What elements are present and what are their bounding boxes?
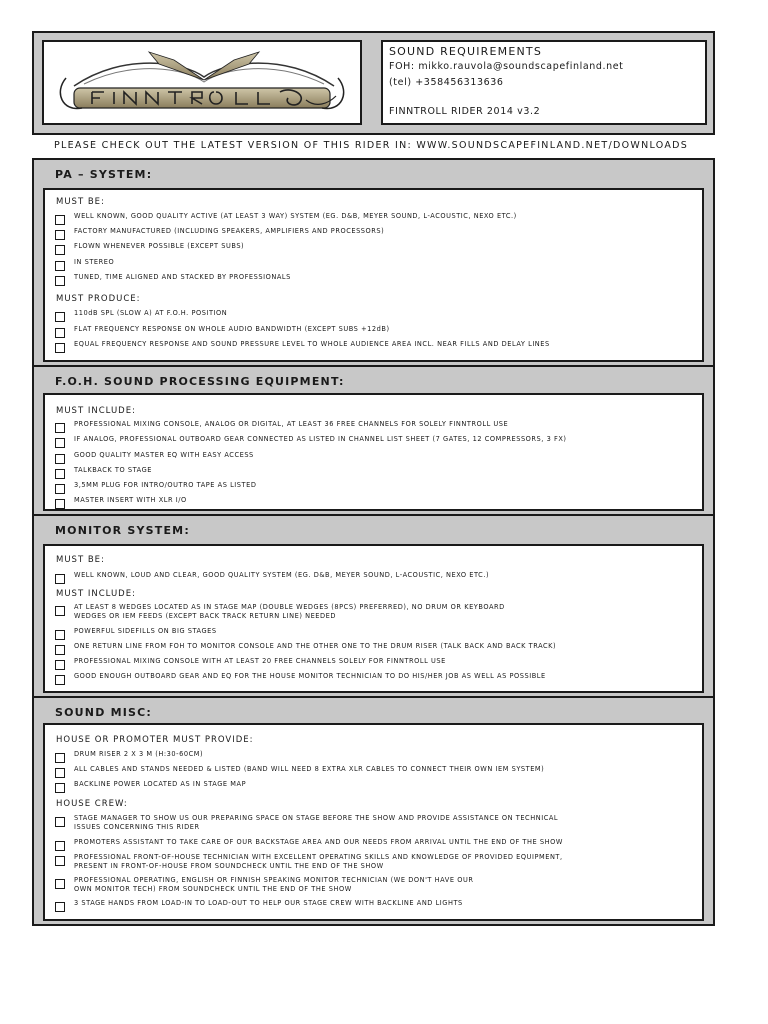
checkbox[interactable] [55,630,65,640]
checklist-item[interactable] [55,571,694,585]
checklist-item[interactable] [55,309,694,323]
checklist-item[interactable] [55,838,694,852]
checkbox[interactable] [55,606,65,616]
checkbox[interactable] [55,879,65,889]
item-text: 3,5MM PLUG FOR INTRO/OUTRO TAPE AS LISTED [74,481,257,489]
checklist-item[interactable] [55,258,694,272]
logo-box [42,40,362,125]
item-text: TALKBACK TO STAGE [74,466,153,474]
item-text: PROMOTERS ASSISTANT TO TAKE CARE OF OUR BACKSTAGE AREA AND OUR NEEDS FROM ARRIVAL UNTIL THE END OF THE SHOW [74,838,563,846]
item-text-line2: ISSUES CONCERNING THIS RIDER [74,823,200,831]
checkbox[interactable] [55,438,65,448]
latest-version-notice[interactable]: PLEASE CHECK OUT THE LATEST VERSION OF THIS RIDER IN: WWW.SOUNDSCAPEFINLAND.NET/DOWNLOADS [54,140,689,151]
checkbox[interactable] [55,484,65,494]
checkbox[interactable] [55,660,65,670]
checkbox[interactable] [55,856,65,866]
checkbox[interactable] [55,753,65,763]
foh-contact [389,59,699,75]
checkbox[interactable] [55,261,65,271]
checklist-item[interactable] [55,212,694,226]
item-text-line1: PROFESSIONAL OPERATING, ENGLISH OR FINNISH SPEAKING MONITOR TECHNICIAN (WE DON'T HAVE OUR [74,876,474,884]
finntroll-band-logo [44,42,360,123]
rider-info-box [381,40,707,125]
item-text: 3 STAGE HANDS FROM LOAD-IN TO LOAD-OUT TO HELP OUR STAGE CREW WITH BACKLINE AND LIGHTS [74,899,463,907]
item-text [74,603,505,621]
checkbox[interactable] [55,343,65,353]
checklist-item[interactable] [55,435,694,449]
document-title: SOUND REQUIREMENTS [389,45,542,58]
checklist-item[interactable] [55,765,694,779]
foh-email[interactable]: mikko.rauvola@soundscapefinland.net [418,61,624,72]
checkbox[interactable] [55,328,65,338]
checklist-item[interactable] [55,420,694,434]
pa-system-section [32,158,715,367]
section-title: SOUND MISC: [55,706,153,719]
item-text: GOOD QUALITY MASTER EQ WITH EASY ACCESS [74,451,254,459]
section-title: MONITOR SYSTEM: [55,524,190,537]
item-text [74,853,563,871]
checklist-item[interactable] [55,899,694,913]
checklist-item[interactable] [55,672,694,686]
foh-processing-panel [43,393,704,511]
item-text: POWERFUL SIDEFILLS ON BIG STAGES [74,627,217,635]
checkbox[interactable] [55,645,65,655]
checklist-item[interactable] [55,481,694,495]
must-be-label: MUST BE: [56,197,105,207]
section-title: F.O.H. SOUND PROCESSING EQUIPMENT: [55,375,345,388]
checklist-item[interactable] [55,627,694,641]
checkbox[interactable] [55,783,65,793]
checkbox[interactable] [55,574,65,584]
checklist-item[interactable] [55,242,694,256]
must-include-label: MUST INCLUDE: [56,589,136,599]
checkbox[interactable] [55,454,65,464]
item-text: GOOD ENOUGH OUTBOARD GEAR AND EQ FOR THE HOUSE MONITOR TECHNICIAN TO DO HIS/HER JOB AS WELL AS POSSIBLE [74,672,546,680]
item-text: ALL CABLES AND STANDS NEEDED & LISTED (BAND WILL NEED 8 EXTRA XLR CABLES TO CONNECT THEIR OWN IEM SYSTEM) [74,765,545,773]
checklist-item[interactable] [55,227,694,241]
rider-version: FINNTROLL RIDER 2014 v3.2 [389,106,541,117]
house-crew-label: HOUSE CREW: [56,799,128,809]
foh-label: FOH: [389,61,415,72]
item-text-line2: WEDGES OR IEM FEEDS (EXCEPT BACK TRACK RETURN LINE) NEEDED [74,612,336,620]
checkbox[interactable] [55,276,65,286]
section-title: PA – SYSTEM: [55,168,153,181]
item-text: MASTER INSERT WITH XLR I/O [74,496,187,504]
sound-misc-panel [43,723,704,921]
item-text [74,876,473,894]
item-text-line2: PRESENT IN FRONT-OF-HOUSE FROM SOUNDCHECK UNTIL THE END OF THE SHOW [74,862,384,870]
pa-system-panel [43,188,704,362]
item-text: DRUM RISER 2 X 3 M (H:30-60CM) [74,750,204,758]
item-text: TUNED, TIME ALIGNED AND STACKED BY PROFESSIONALS [74,273,291,281]
item-text-line1: AT LEAST 8 WEDGES LOCATED AS IN STAGE MAP (DOUBLE WEDGES (8PCS) PREFERRED), NO DRUM OR KEYBOARD [74,603,505,611]
checklist-item[interactable] [55,325,694,339]
item-text-line2: OWN MONITOR TECH) FROM SOUNDCHECK UNTIL THE END OF THE SHOW [74,885,352,893]
item-text: BACKLINE POWER LOCATED AS IN STAGE MAP [74,780,247,788]
tel-contact [389,75,699,91]
checklist-item[interactable] [55,603,694,623]
checkbox[interactable] [55,312,65,322]
checkbox[interactable] [55,423,65,433]
checklist-item[interactable] [55,451,694,465]
item-text: FLAT FREQUENCY RESPONSE ON WHOLE AUDIO BANDWIDTH (EXCEPT SUBS +12dB) [74,325,390,333]
must-be-label: MUST BE: [56,555,105,565]
item-text: WELL KNOWN, LOUD AND CLEAR, GOOD QUALITY SYSTEM (EG. D&B, MEYER SOUND, L-ACOUSTIC, NEXO ETC.) [74,571,490,579]
foh-processing-section [32,365,715,516]
item-text: WELL KNOWN, GOOD QUALITY ACTIVE (AT LEAST 3 WAY) SYSTEM (EG. D&B, MEYER SOUND, L-ACOUSTIC, NEXO ETC.) [74,212,517,220]
item-text: 110dB SPL (SLOW A) AT F.O.H. POSITION [74,309,228,317]
item-text: FLOWN WHENEVER POSSIBLE (EXCEPT SUBS) [74,242,245,250]
checklist-item[interactable] [55,642,694,656]
tel-label: (tel) [389,77,412,88]
checklist-item[interactable] [55,876,694,896]
checklist-item[interactable] [55,496,694,510]
monitor-system-section [32,514,715,698]
checklist-item[interactable] [55,814,694,834]
house-provide-label: HOUSE OR PROMOTER MUST PROVIDE: [56,735,254,745]
item-text: IF ANALOG, PROFESSIONAL OUTBOARD GEAR CONNECTED AS LISTED IN CHANNEL LIST SHEET (7 GATES, 12 COMPRESSORS, 3 FX) [74,435,567,443]
checkbox[interactable] [55,245,65,255]
checkbox[interactable] [55,817,65,827]
checkbox[interactable] [55,469,65,479]
checklist-item[interactable] [55,750,694,764]
checkbox[interactable] [55,768,65,778]
must-include-label: MUST INCLUDE: [56,406,136,416]
item-text: FACTORY MANUFACTURED (INCLUDING SPEAKERS, AMPLIFIERS AND PROCESSORS) [74,227,385,235]
item-text: ONE RETURN LINE FROM FOH TO MONITOR CONSOLE AND THE OTHER ONE TO THE DRUM RISER (TALK BACK AND BACK TRACK) [74,642,557,650]
checklist-item[interactable] [55,466,694,480]
checkbox[interactable] [55,902,65,912]
checklist-item[interactable] [55,340,694,354]
item-text: PROFESSIONAL MIXING CONSOLE, ANALOG OR DIGITAL, AT LEAST 36 FREE CHANNELS FOR SOLELY FINNTROLL USE [74,420,509,428]
item-text [74,814,558,832]
item-text-line1: PROFESSIONAL FRONT-OF-HOUSE TECHNICIAN WITH EXCELLENT OPERATING SKILLS AND KNOWLEDGE OF PROVIDED EQUIPMENT, [74,853,563,861]
item-text: PROFESSIONAL MIXING CONSOLE WITH AT LEAST 20 FREE CHANNELS SOLELY FOR FINNTROLL USE [74,657,446,665]
checkbox[interactable] [55,499,65,509]
item-text: EQUAL FREQUENCY RESPONSE AND SOUND PRESSURE LEVEL TO WHOLE AUDIENCE AREA INCL. NEAR FILLS AND DELAY LINES [74,340,550,348]
sound-misc-section [32,696,715,926]
tel-number[interactable]: +358456313636 [415,77,504,88]
checklist-item[interactable] [55,780,694,794]
checkbox[interactable] [55,230,65,240]
checkbox[interactable] [55,675,65,685]
item-text: IN STEREO [74,258,115,266]
header-frame [32,31,715,135]
checklist-item[interactable] [55,657,694,671]
must-produce-label: MUST PRODUCE: [56,294,141,304]
checklist-item[interactable] [55,273,694,287]
checkbox[interactable] [55,841,65,851]
checklist-item[interactable] [55,853,694,873]
checkbox[interactable] [55,215,65,225]
item-text-line1: STAGE MANAGER TO SHOW US OUR PREPARING SPACE ON STAGE BEFORE THE SHOW AND PROVIDE ASSISTANCE ON TECHNICAL [74,814,559,822]
monitor-system-panel [43,544,704,693]
